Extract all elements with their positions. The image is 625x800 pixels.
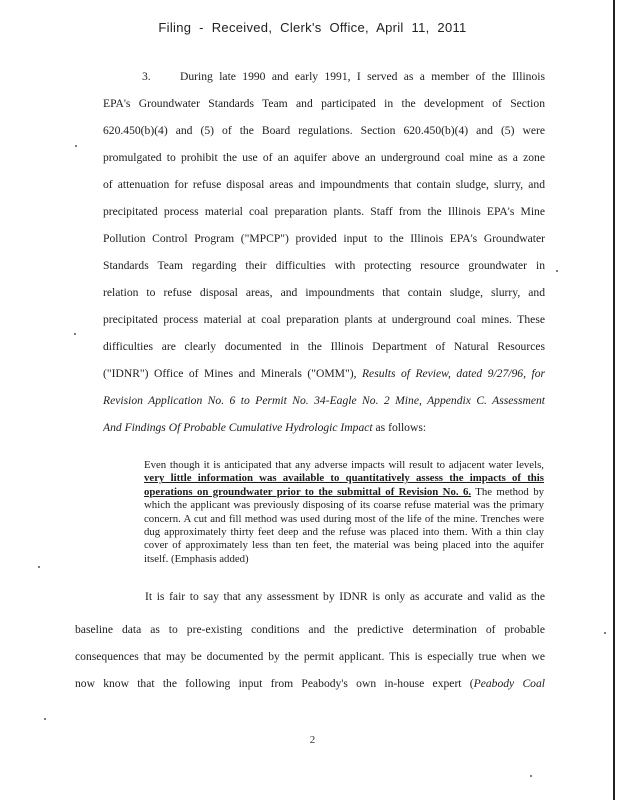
scan-speck <box>38 566 40 568</box>
citation-title: And Findings Of Probable Cumulative Hydrologic Impact <box>103 421 373 434</box>
paragraph-line <box>103 394 545 408</box>
paragraph-line: And Findings Of Probable Cumulative Hydrologic Impact as follows: <box>103 421 427 434</box>
paragraph-line: of attenuation for refuse disposal areas and impoundments that contain sludge, slurry, and <box>103 178 545 191</box>
paragraph-number: 3. <box>142 70 151 83</box>
paragraph-line: precipitated process material at coal preparation plants at underground coal mines. These <box>103 313 545 326</box>
paragraph-line: relation to refuse disposal areas, and impoundments that contain sludge, slurry, and <box>103 286 545 299</box>
scan-speck <box>44 718 46 720</box>
scan-edge <box>613 0 615 800</box>
paragraph-line: promulgated to prohibit the use of an aquifer above an underground coal mine as a zone <box>103 151 545 164</box>
paragraph-line: difficulties are clearly documented in the Illinois Department of Natural Resources <box>103 340 545 353</box>
scan-speck <box>604 632 606 634</box>
paragraph-line: baseline data as to pre-existing conditions and the predictive determination of probable <box>75 623 545 636</box>
scan-speck <box>74 333 76 335</box>
paragraph-line: consequences that may be documented by the permit applicant. This is especially true when we <box>75 650 545 663</box>
scan-speck <box>556 270 558 272</box>
block-quote: Even though it is anticipated that any adverse impacts will result to adjacent water levels, very little information was available to quantitatively assess the impacts of this operations on groundwater prior to the submittal of Revision No. 6. The method by which the applicant was previously disposing of its coarse refuse material was the primary concern. A cut and fill method was used during most of the life of the mine. Trenches were dug approximately thirty feet deep and the refuse was placed into them. With a thin clay cover of approximately less than ten feet, the material was being placed into the aquifer itself. (Emphasis added) <box>144 459 544 565</box>
paragraph-line: precipitated process material coal preparation plants. Staff from the Illinois EPA's Mine <box>103 205 545 218</box>
page-number: 2 <box>309 734 316 746</box>
scan-speck <box>530 775 532 777</box>
filing-header: Filing - Received, Clerk's Office, April 11, 2011 <box>158 20 467 35</box>
paragraph-line: Standards Team regarding their difficulties with protecting resource groundwater in <box>103 259 545 272</box>
paragraph-line: EPA's Groundwater Standards Team and participated in the development of Section <box>103 97 545 110</box>
citation-title: Peabody Coal <box>473 677 545 690</box>
quote-emphasis: very little information was available to quantitatively assess the impacts of this operations on groundwater prior to the submittal of Revision No. 6. <box>144 472 544 498</box>
citation-title: Revision Application No. 6 to Permit No. 34-Eagle No. 2 Mine, Appendix C. Assessment <box>103 394 545 407</box>
paragraph-line: 620.450(b)(4) and (5) of the Board regulations. Section 620.450(b)(4) and (5) were <box>103 124 545 137</box>
citation-title: Results of Review, dated 9/27/96, for <box>361 367 545 380</box>
scan-speck <box>75 145 77 147</box>
paragraph-line: ("IDNR") Office of Mines and Minerals ("OMM"), Results of Review, dated 9/27/96, for <box>103 367 545 380</box>
paragraph-line: 3. During late 1990 and early 1991, I served as a member of the Illinois <box>103 70 545 84</box>
paragraph-line: now know that the following input from Peabody's own in-house expert (Peabody Coal <box>75 677 545 690</box>
paragraph-line: It is fair to say that any assessment by IDNR is only as accurate and valid as the <box>145 590 545 603</box>
paragraph-line: Pollution Control Program ("MPCP") provided input to the Illinois EPA's Groundwater <box>103 232 545 245</box>
